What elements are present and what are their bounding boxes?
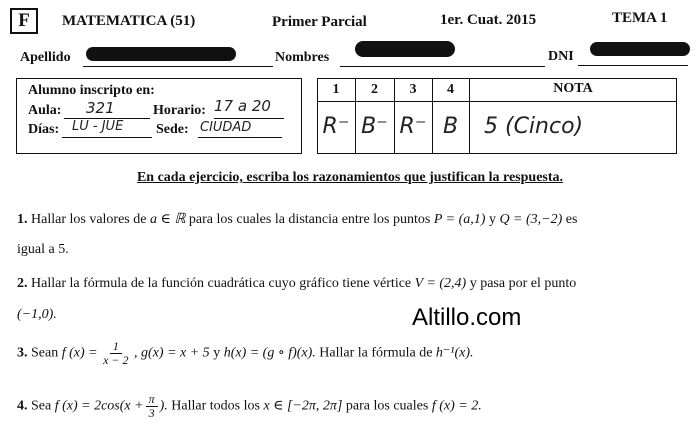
- question-1-text-b: para los cuales la distancia entre los puntos: [188, 212, 431, 227]
- grade-mark-2: B⁻: [361, 114, 388, 139]
- question-1-number: 1.: [17, 212, 28, 227]
- question-4-pi-denominator: 3: [148, 406, 155, 420]
- dni-label: DNI: [548, 49, 574, 64]
- question-2-text-a: Hallar la fórmula de la función cuadrática cuyo gráfico tiene vértice: [31, 276, 412, 291]
- question-4-f-lhs: f (x) = 2cos(x +: [54, 398, 144, 414]
- question-2-line-2: (−1,0).: [17, 307, 57, 322]
- question-1-math-b: P = (a,1): [433, 212, 486, 227]
- question-4-interval: x ∈ [−2π, 2π]: [263, 398, 343, 414]
- grade-mark-3: R⁻: [399, 114, 427, 139]
- question-2-math-a: V = (2,4): [414, 276, 467, 291]
- exam-theme: TEMA 1: [612, 10, 668, 26]
- question-1-text-c: y: [488, 212, 496, 227]
- question-1: [17, 211, 577, 228]
- grade-header-3: 3: [409, 82, 417, 97]
- question-4-number: 4.: [17, 398, 28, 414]
- question-2: [17, 276, 576, 292]
- horario-value: 17 a 20: [214, 97, 271, 115]
- question-1-text-a: Hallar los valores de: [31, 212, 147, 227]
- aula-label: Aula:: [28, 103, 62, 118]
- grades-header-divider: [317, 101, 677, 102]
- dias-underline: [62, 137, 152, 138]
- horario-underline: [214, 118, 284, 119]
- question-1-math-a: a ∈ ℝ: [149, 212, 186, 227]
- question-2-number: 2.: [17, 276, 28, 291]
- surname-redaction: [86, 47, 236, 61]
- dias-value: LU - JUE: [72, 119, 124, 134]
- question-3-fraction-denominator: x − 2: [103, 353, 129, 367]
- question-3-fraction: [103, 340, 128, 367]
- exam-version: F: [18, 10, 30, 31]
- names-underline: [340, 66, 545, 67]
- question-1-line-2: igual a 5.: [17, 242, 69, 257]
- question-4-f-rhs: ).: [159, 398, 168, 414]
- question-3-f-lhs: f (x) =: [61, 345, 98, 361]
- enrollment-title: Alumno inscripto en:: [28, 83, 155, 98]
- question-3-g-def: , g(x) = x + 5: [134, 345, 210, 361]
- dni-redaction: [590, 42, 690, 56]
- question-3-text-y: y: [213, 345, 221, 361]
- grade-header-2: 2: [371, 82, 378, 97]
- names-label: Nombres: [275, 50, 330, 65]
- surname-label: Apellido: [20, 50, 71, 65]
- exam-term: 1er. Cuat. 2015: [440, 12, 537, 28]
- grade-mark-1: R⁻: [322, 114, 350, 139]
- question-4-text-c: para los cuales: [345, 398, 429, 414]
- sede-value: CIUDAD: [200, 120, 252, 135]
- grade-header-4: 4: [447, 82, 454, 97]
- instruction-text: En cada ejercicio, escriba los razonamientos que justifican la respuesta.: [136, 170, 564, 185]
- exam-name: Primer Parcial: [272, 14, 367, 30]
- question-3-h-inverse: h⁻¹(x).: [435, 345, 474, 361]
- question-4-text-b: Hallar todos los: [171, 398, 260, 414]
- dni-underline: [578, 65, 688, 66]
- question-4-equation: f (x) = 2.: [431, 398, 482, 414]
- question-3-fraction-numerator: 1: [110, 340, 122, 354]
- names-redaction: [355, 41, 455, 57]
- question-3-h-def: h(x) = (g ∘ f)(x).: [223, 345, 316, 361]
- question-3-number: 3.: [17, 345, 28, 361]
- question-4-text-a: Sea: [31, 398, 52, 414]
- question-1-math-c: Q = (3,−2): [499, 212, 563, 227]
- exam-version-box: [10, 8, 38, 34]
- subject-title: MATEMATICA (51): [62, 13, 196, 29]
- question-4-pi-fraction: [146, 393, 158, 420]
- nota-value: 5 (Cinco): [484, 114, 584, 139]
- watermark-text: Altillo.com: [412, 304, 522, 331]
- question-3-text-a: Sean: [31, 345, 59, 361]
- surname-underline: [83, 66, 273, 67]
- sede-label: Sede:: [156, 122, 189, 137]
- question-4-pi-numerator: π: [146, 393, 158, 407]
- question-3: [17, 340, 474, 367]
- question-2-text-b: y pasa por el punto: [469, 276, 577, 291]
- sede-underline: [198, 137, 282, 138]
- question-1-text-d: es: [565, 212, 578, 227]
- question-4: [17, 393, 482, 420]
- grade-header-1: 1: [332, 82, 340, 97]
- grade-mark-4: B: [442, 114, 459, 139]
- nota-header: NOTA: [553, 81, 593, 96]
- dias-label: Días:: [28, 122, 60, 137]
- aula-value: 321: [86, 99, 115, 117]
- question-3-text-b: Hallar la fórmula de: [319, 345, 433, 361]
- horario-label: Horario:: [153, 103, 206, 118]
